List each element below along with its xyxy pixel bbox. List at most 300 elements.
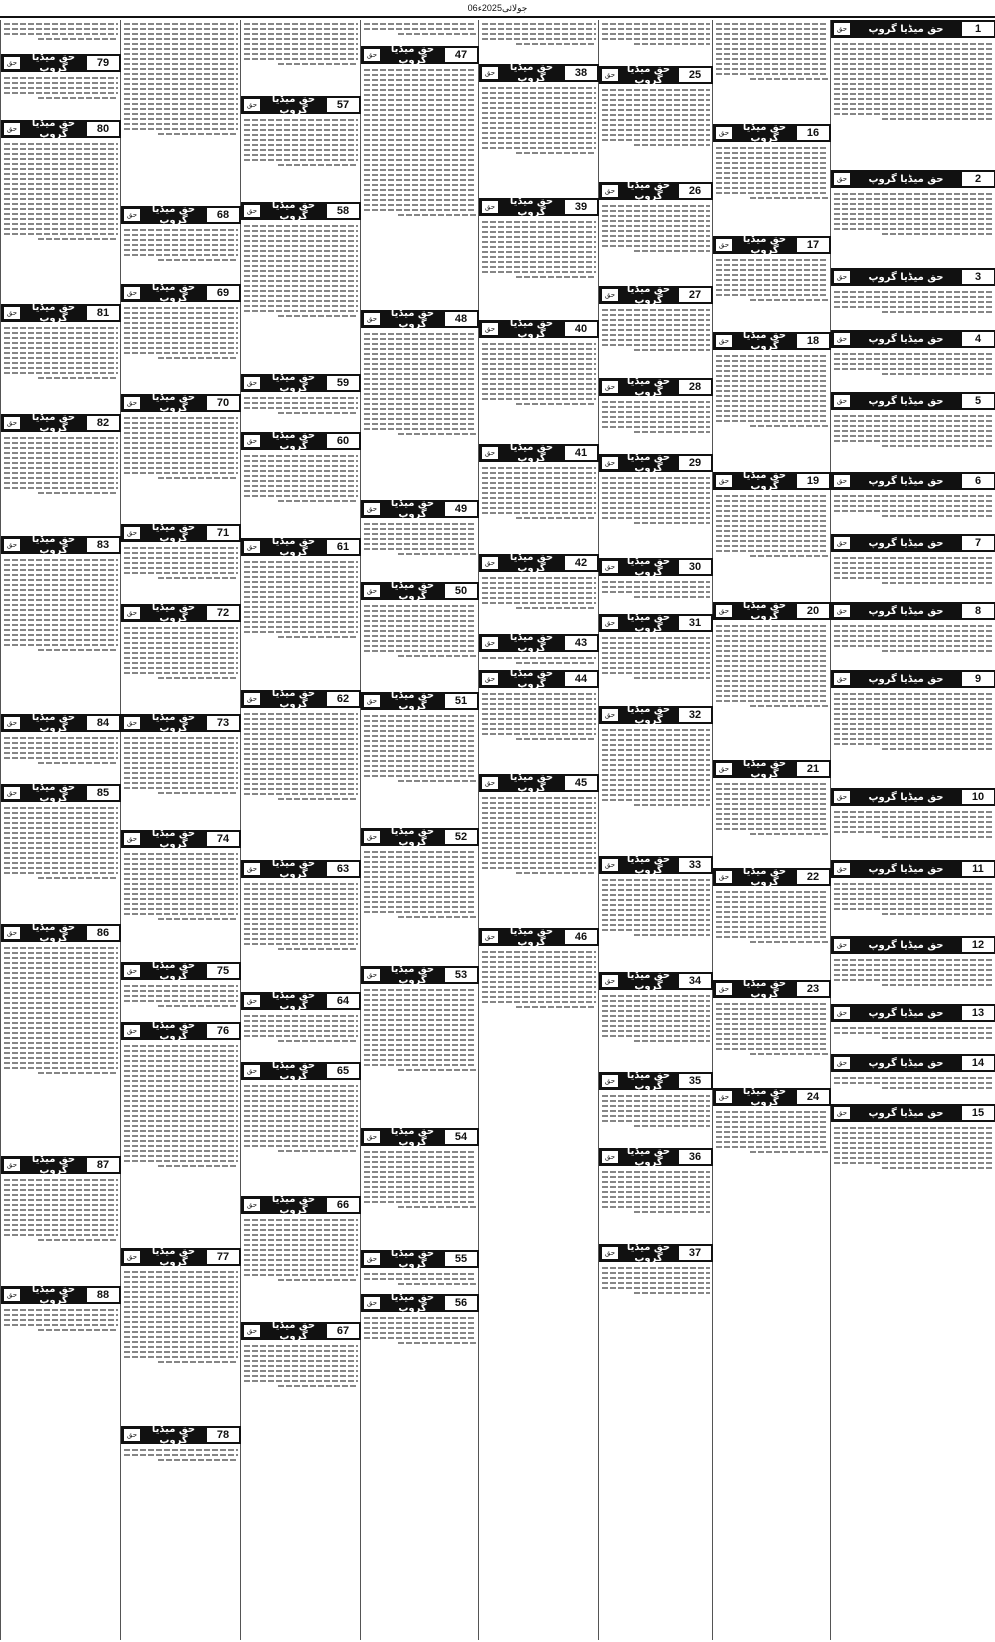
group-logo-icon: حق (834, 271, 850, 283)
text-line (602, 94, 710, 96)
text-line (244, 149, 358, 151)
text-line (602, 581, 710, 583)
text-line (716, 147, 828, 149)
text-line (602, 764, 710, 766)
text-line (124, 88, 238, 90)
news-item-header (831, 534, 995, 552)
text-line (716, 63, 828, 65)
text-line (634, 934, 710, 936)
text-line (4, 747, 118, 749)
news-item-text (121, 414, 241, 524)
text-line (4, 1002, 118, 1004)
text-line (364, 881, 476, 883)
text-line (716, 645, 828, 647)
news-item-number: 23 (797, 982, 829, 996)
text-line (278, 948, 358, 950)
news-item-text (241, 1012, 361, 1062)
text-line (364, 363, 476, 365)
news-item-text (1, 74, 121, 120)
text-line (124, 642, 238, 644)
news-item (831, 268, 995, 330)
text-line (124, 562, 238, 564)
news-item (241, 374, 361, 432)
news-item (121, 1022, 241, 1248)
news-item-header (121, 1022, 241, 1040)
text-line (4, 1199, 118, 1201)
news-item-header (241, 992, 361, 1010)
group-name-label: حق میڈیا گروپ (271, 430, 316, 452)
text-line (482, 383, 596, 385)
text-line (4, 33, 118, 35)
text-line (124, 552, 238, 554)
text-line (364, 1151, 476, 1153)
group-name-label: حق میڈیا گروپ (390, 498, 435, 520)
group-name-label: حق میڈیا گروپ (31, 534, 76, 556)
text-line (124, 898, 238, 900)
news-item (361, 500, 479, 582)
text-line (4, 614, 118, 616)
text-line (602, 512, 710, 514)
news-item-header (361, 310, 479, 328)
text-line (716, 48, 828, 50)
text-line (364, 398, 476, 400)
text-line (364, 159, 476, 161)
group-logo-icon: حق (244, 863, 260, 875)
text-line (482, 97, 596, 99)
text-line (124, 38, 238, 40)
news-item-text (121, 226, 241, 284)
text-line (244, 1020, 358, 1022)
text-line (124, 239, 238, 241)
news-item-header (713, 868, 831, 886)
text-line (750, 425, 828, 427)
news-item (599, 454, 713, 558)
group-logo-icon: حق (4, 787, 20, 799)
group-name-label: حق میڈیا گروپ (271, 200, 316, 222)
text-line (364, 104, 476, 106)
text-line (244, 1025, 358, 1027)
news-item-text (599, 578, 713, 614)
text-line (364, 393, 476, 395)
text-line (834, 974, 993, 976)
text-line (834, 113, 993, 115)
text-line (4, 594, 118, 596)
group-name-label: حق میڈیا گروپ (390, 44, 435, 66)
text-line (716, 680, 828, 682)
news-item-text (599, 20, 713, 64)
text-line (882, 233, 993, 235)
text-line (364, 209, 476, 211)
text-line (882, 748, 993, 750)
group-logo-icon: حق (124, 833, 140, 845)
text-line (4, 1194, 118, 1196)
news-item-number: 67 (327, 1324, 359, 1338)
news-item-header (713, 332, 831, 350)
text-line (38, 97, 118, 99)
text-line (278, 412, 358, 414)
group-logo-icon: حق (834, 673, 850, 685)
text-line (124, 1316, 238, 1318)
text-line (602, 889, 710, 891)
text-line (158, 477, 238, 479)
text-line (834, 440, 993, 442)
text-line (482, 241, 596, 243)
text-line (124, 327, 238, 329)
text-line (482, 847, 596, 849)
group-logo-icon: حق (124, 1025, 140, 1037)
news-item-header (361, 966, 479, 984)
text-line (124, 1160, 238, 1162)
text-line (124, 657, 238, 659)
text-line (124, 452, 238, 454)
text-line (834, 1157, 993, 1159)
text-line (716, 1033, 828, 1035)
text-line (602, 215, 710, 217)
text-line (834, 1147, 993, 1149)
text-line (716, 420, 828, 422)
group-logo-icon: حق (364, 1297, 380, 1309)
text-line (364, 760, 476, 762)
news-item-number: 4 (962, 332, 994, 346)
news-item (713, 602, 831, 760)
text-line (4, 1037, 118, 1039)
text-line (4, 1027, 118, 1029)
group-logo-icon: حق (244, 205, 260, 217)
text-line (4, 757, 118, 759)
text-line (834, 893, 993, 895)
news-item-header (831, 472, 995, 490)
group-logo-icon: حق (602, 1151, 618, 1163)
news-item-header (121, 284, 241, 302)
text-line (364, 1034, 476, 1036)
text-line (278, 1385, 358, 1387)
news-item-continued (1, 20, 121, 54)
news-item-number: 18 (797, 334, 829, 348)
text-line (602, 245, 710, 247)
group-logo-icon: حق (482, 637, 498, 649)
text-line (124, 1271, 238, 1273)
text-line (602, 769, 710, 771)
news-item-header (1, 784, 121, 802)
news-item-header (479, 320, 599, 338)
group-logo-icon: حق (602, 709, 618, 721)
news-item-number: 14 (962, 1056, 994, 1070)
text-line (124, 108, 238, 110)
text-line (882, 582, 993, 584)
text-line (882, 1037, 993, 1039)
text-line (602, 799, 710, 801)
text-line (364, 548, 476, 550)
text-line (602, 1115, 710, 1117)
text-line (364, 94, 476, 96)
text-line (482, 266, 596, 268)
group-logo-icon: حق (124, 1429, 140, 1441)
text-line (4, 1219, 118, 1221)
text-line (278, 636, 358, 638)
news-item-header (1, 536, 121, 554)
text-line (244, 28, 358, 30)
text-line (4, 208, 118, 210)
news-item-number: 56 (445, 1296, 477, 1310)
text-line (482, 363, 596, 365)
news-item-text (361, 66, 479, 310)
text-line (244, 1224, 358, 1226)
text-line (602, 1171, 710, 1173)
text-line (716, 793, 828, 795)
group-name-label: حق میڈیا گروپ (626, 854, 671, 876)
text-line (124, 1341, 238, 1343)
news-item-header (241, 202, 361, 220)
news-item (713, 332, 831, 472)
group-name-label: حق میڈیا گروپ (271, 372, 316, 394)
text-line (482, 708, 596, 710)
text-line (834, 1152, 993, 1154)
news-item-number: 33 (679, 858, 711, 872)
text-line (4, 947, 118, 949)
news-item (361, 828, 479, 966)
news-item-text (241, 116, 361, 202)
group-name-label: حق میڈیا گروپ (626, 556, 671, 578)
text-line (124, 858, 238, 860)
text-line (4, 347, 118, 349)
group-logo-icon: حق (834, 605, 850, 617)
text-line (124, 772, 238, 774)
group-name-label: حق میڈیا گروپ (151, 522, 196, 544)
text-line (158, 357, 238, 359)
text-line (124, 78, 238, 80)
text-line (124, 1000, 238, 1002)
text-line (4, 28, 118, 30)
text-line (4, 342, 118, 344)
text-line (244, 1140, 358, 1142)
text-line (482, 807, 596, 809)
text-line (4, 372, 118, 374)
text-line (602, 104, 710, 106)
text-line (482, 837, 596, 839)
text-line (834, 505, 993, 507)
text-line (834, 959, 993, 961)
text-line (124, 1321, 238, 1323)
group-name-label: حق میڈیا گروپ (868, 395, 944, 407)
group-logo-icon: حق (482, 323, 498, 335)
text-line (364, 1024, 476, 1026)
news-item-header (599, 454, 713, 472)
text-line (244, 33, 358, 35)
text-line (482, 996, 596, 998)
text-line (364, 1201, 476, 1203)
news-item-header (713, 124, 831, 142)
text-line (602, 1206, 710, 1208)
text-line (398, 655, 476, 657)
group-logo-icon: حق (364, 969, 380, 981)
text-line (124, 467, 238, 469)
news-item-continued (241, 20, 361, 96)
text-line (716, 289, 828, 291)
text-line (124, 873, 238, 875)
group-logo-icon: حق (716, 1091, 732, 1103)
news-item-header (713, 602, 831, 620)
news-item-text (1, 434, 121, 536)
text-line (4, 23, 118, 25)
text-line (602, 647, 710, 649)
text-line (124, 244, 238, 246)
news-item-header (831, 392, 995, 410)
text-line (716, 906, 828, 908)
text-line (124, 98, 238, 100)
text-line (602, 1120, 710, 1122)
group-logo-icon: حق (482, 673, 498, 685)
news-item-text (1, 804, 121, 924)
text-line (124, 33, 238, 35)
group-name-label: حق میڈیا گروپ (742, 866, 787, 888)
news-item (121, 206, 241, 284)
text-line (602, 109, 710, 111)
text-line (278, 798, 358, 800)
text-line (634, 804, 710, 806)
news-item-continued (713, 20, 831, 124)
text-line (4, 77, 118, 79)
text-line (364, 1181, 476, 1183)
text-line (4, 452, 118, 454)
text-line (124, 312, 238, 314)
text-line (398, 780, 476, 782)
text-line (364, 428, 476, 430)
text-line (602, 904, 710, 906)
text-line (124, 103, 238, 105)
text-line (364, 750, 476, 752)
news-item-text (241, 710, 361, 860)
text-line (244, 913, 358, 915)
text-line (244, 943, 358, 945)
text-line (602, 1095, 710, 1097)
text-line (834, 73, 993, 75)
text-line (716, 1146, 828, 1148)
text-line (602, 1020, 710, 1022)
text-line (124, 1296, 238, 1298)
text-line (834, 640, 993, 642)
text-line (834, 83, 993, 85)
text-line (602, 230, 710, 232)
text-line (124, 868, 238, 870)
group-logo-icon: حق (364, 313, 380, 325)
group-logo-icon: حق (244, 1325, 260, 1337)
text-line (716, 33, 828, 35)
text-line (364, 134, 476, 136)
news-item-number: 73 (207, 716, 239, 730)
text-line (834, 495, 993, 497)
text-line (124, 128, 238, 130)
text-line (364, 194, 476, 196)
text-line (4, 1012, 118, 1014)
text-line (4, 1042, 118, 1044)
text-line (834, 301, 993, 303)
news-item-number: 44 (565, 672, 597, 686)
text-line (716, 813, 828, 815)
text-line (124, 1100, 238, 1102)
news-item-header (479, 670, 599, 688)
text-line (4, 1052, 118, 1054)
text-line (634, 1040, 710, 1042)
text-line (834, 63, 993, 65)
text-line (244, 1115, 358, 1117)
text-line (516, 662, 596, 664)
news-item (121, 284, 241, 394)
news-item (241, 1196, 361, 1322)
text-line (244, 923, 358, 925)
text-line (244, 48, 358, 50)
news-item-text (1, 734, 121, 784)
text-line (364, 989, 476, 991)
text-line (602, 426, 710, 428)
text-line (834, 728, 993, 730)
text-line (244, 1035, 358, 1037)
text-line (364, 999, 476, 1001)
group-logo-icon: حق (482, 67, 498, 79)
news-item-text (121, 1268, 241, 1426)
group-logo-icon: حق (482, 931, 498, 943)
text-line (244, 903, 358, 905)
news-item-number: 45 (565, 776, 597, 790)
text-line (158, 792, 238, 794)
news-item-number: 11 (962, 862, 994, 876)
text-line (124, 432, 238, 434)
text-line (716, 38, 828, 40)
group-name-label: حق میڈیا گروپ (390, 1292, 435, 1314)
text-line (124, 58, 238, 60)
text-line (4, 82, 118, 84)
text-line (716, 625, 828, 627)
text-line (38, 649, 118, 651)
text-line (602, 324, 710, 326)
group-logo-icon: حق (602, 185, 618, 197)
text-line (244, 1375, 358, 1377)
text-line (244, 1125, 358, 1127)
text-line (602, 667, 710, 669)
text-line (482, 221, 596, 223)
text-line (398, 1342, 476, 1344)
text-line (364, 204, 476, 206)
text-line (244, 591, 358, 593)
group-name-label: حق میڈیا گروپ (742, 600, 787, 622)
text-line (4, 183, 118, 185)
group-name-label: حق میڈیا گروپ (31, 922, 76, 944)
group-logo-icon: حق (834, 1107, 850, 1119)
news-item (1, 784, 121, 924)
text-line (482, 718, 596, 720)
text-line (364, 1332, 476, 1334)
text-line (244, 144, 358, 146)
news-item-text (241, 394, 361, 432)
news-item-number: 69 (207, 286, 239, 300)
news-item-number: 35 (679, 1074, 711, 1088)
news-item (121, 1248, 241, 1426)
news-item-continued (479, 20, 599, 64)
text-line (4, 447, 118, 449)
text-line (482, 102, 596, 104)
text-line (364, 1161, 476, 1163)
news-item-number: 17 (797, 238, 829, 252)
group-logo-icon: حق (4, 123, 20, 135)
text-line (124, 113, 238, 115)
group-name-label: حق میڈیا گروپ (390, 1248, 435, 1270)
news-item-text (599, 876, 713, 972)
text-line (364, 174, 476, 176)
text-line (602, 119, 710, 121)
news-item-text (361, 20, 479, 44)
text-line (716, 823, 828, 825)
text-line (244, 883, 358, 885)
text-line (4, 153, 118, 155)
